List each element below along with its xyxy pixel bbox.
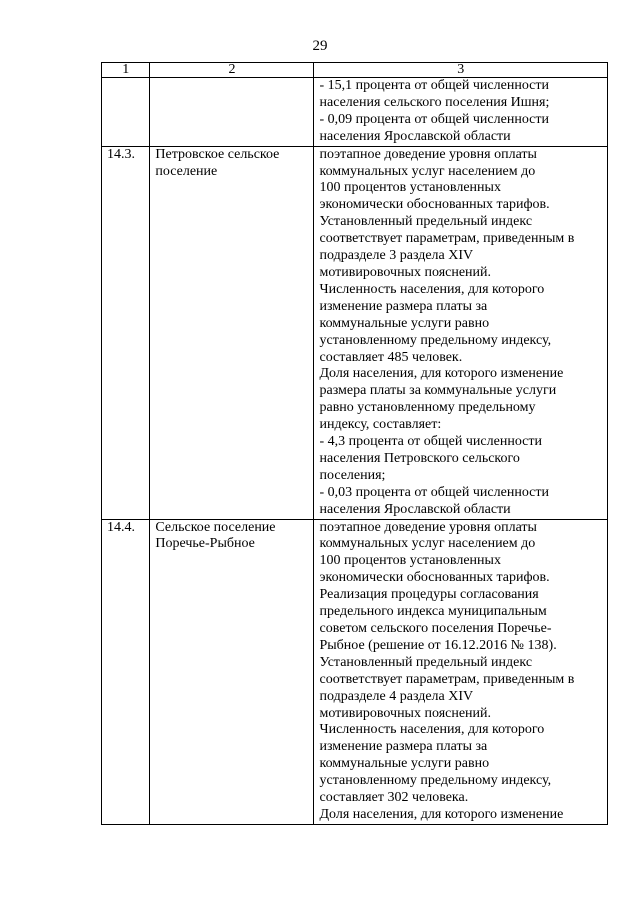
table-row [102, 146, 608, 519]
document-table [101, 62, 608, 825]
header-cell-2: 2 [150, 63, 314, 78]
table-header-row [102, 63, 608, 78]
description-line: составляет 485 человек. [319, 349, 463, 365]
description-line: советом сельского поселения Поречье- [319, 621, 552, 636]
settlement-name-cell [150, 519, 314, 824]
header-cell-1: 1 [102, 63, 150, 78]
description-line: 100 процентов установленных [319, 553, 501, 569]
description-line: размера платы за коммунальные услуги [319, 383, 557, 399]
description-line: поэтапное доведение уровня оплаты [319, 519, 537, 535]
description-line: поселения; [319, 467, 386, 483]
description-line: подразделе 3 раздела XIV [319, 248, 474, 264]
page-number: 29 [312, 38, 328, 54]
settlement-name-line: поселение [155, 163, 218, 179]
description-line: установленному предельному индексу, [319, 773, 552, 789]
row-number-cell [102, 78, 150, 147]
description-line: Численность населения, для которого [319, 722, 545, 738]
row-number-cell [102, 519, 150, 824]
description-line: коммунальные услуги равно [319, 756, 490, 772]
description-cell [314, 146, 608, 519]
description-line: предельного индекса муниципальным [319, 604, 547, 620]
description-line: населения сельского поселения Ишня; [319, 94, 550, 110]
description-line: Реализация процедуры согласования [319, 587, 539, 603]
description-line: мотивировочных пояснений. [319, 264, 492, 280]
description-line: Доля населения, для которого изменение [319, 366, 564, 382]
description-line: соответствует параметрам, приведенным в [319, 231, 575, 247]
description-line: коммунальные услуги равно [319, 315, 490, 331]
row-number: 14.3. [107, 146, 135, 162]
description-line: соответствует параметрам, приведенным в [319, 671, 575, 687]
description-line: коммунальных услуг населением до [319, 163, 536, 179]
description-line: составляет 302 человека. [319, 790, 469, 806]
header-cell-3: 3 [314, 63, 608, 78]
description-cell [314, 78, 608, 147]
settlement-name-cell [150, 146, 314, 519]
description-cell [314, 519, 608, 824]
settlement-name-line: Сельское поселение [155, 519, 276, 535]
description-line: экономически обоснованных тарифов. [319, 197, 550, 213]
table-row [102, 78, 608, 147]
description-line: Установленный предельный индекс [319, 654, 533, 670]
description-line: - 0,09 процента от общей численности [319, 111, 549, 127]
description-line: - 15,1 процента от общей численности [319, 78, 549, 93]
description-line: Численность населения, для которого [319, 281, 545, 297]
row-number: 14.4. [107, 519, 135, 535]
description-line: индексу, составляет: [319, 417, 442, 433]
description-line: населения Ярославской области [319, 128, 511, 144]
description-line: 100 процентов установленных [319, 180, 501, 196]
description-line: мотивировочных пояснений. [319, 705, 492, 721]
settlement-name-line: Петровское сельское [155, 146, 280, 162]
description-line: поэтапное доведение уровня оплаты [319, 146, 537, 162]
description-line: - 4,3 процента от общей численности [319, 434, 542, 450]
description-line: экономически обоснованных тарифов. [319, 570, 550, 586]
row-number-cell [102, 146, 150, 519]
description-line: населения Петровского сельского [319, 450, 520, 466]
description-line: населения Ярославской области [319, 501, 511, 517]
description-line: изменение размера платы за [319, 739, 488, 755]
description-line: равно установленному предельному [319, 400, 536, 416]
description-line: коммунальных услуг населением до [319, 536, 536, 552]
settlement-name-cell [150, 78, 314, 147]
table-row [102, 519, 608, 824]
description-line: подразделе 4 раздела XIV [319, 688, 474, 704]
settlement-name-line: Поречье-Рыбное [155, 536, 255, 552]
description-line: Доля населения, для которого изменение [319, 806, 564, 822]
description-line: Рыбное (решение от 16.12.2016 № 138). [319, 637, 557, 653]
description-line: установленному предельному индексу, [319, 332, 552, 348]
description-line: изменение размера платы за [319, 298, 488, 314]
description-line: Установленный предельный индекс [319, 214, 533, 230]
description-line: - 0,03 процента от общей численности [319, 484, 549, 500]
